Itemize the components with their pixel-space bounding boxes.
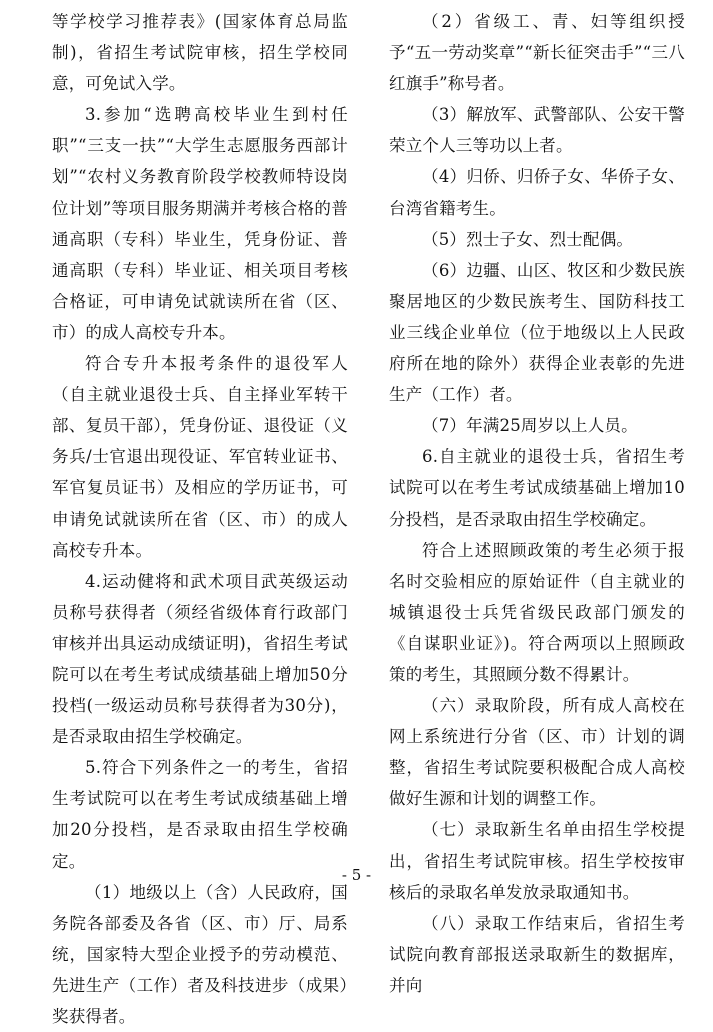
paragraph-policy-note: 符合上述照顾政策的考生必须于报名时交验相应的原始证件（自主就业的城镇退役士兵凭省级民政部门颁发的《自谋职业证》)。符合两项以上照顾政策的考生，其照顾分数不得累计。 [389, 540, 685, 684]
paragraph-sub-5: （5）烈士子女、烈士配偶。 [422, 229, 634, 249]
paragraph-item-6: 6.自主就业的退役士兵，省招生考试院可以在考生考试成绩基础上增加10分投档，是否录取由招生学校确定。 [389, 447, 685, 529]
paragraph-section-6: （六）录取阶段，所有成人高校在网上系统进行分省（区、市）计划的调整，省招生考试院要积极配合成人高校做好生源和计划的调整工作。 [389, 696, 685, 809]
paragraph-sub-4: （4）归侨、归侨子女、华侨子女、台湾省籍考生。 [389, 167, 685, 218]
paragraph-item-5: 5.符合下列条件之一的考生，省招生考试院可以在考生考试成绩基础上增加20分投档，是否录取由招生学校确定。 [52, 758, 348, 871]
paragraph-continued: 等学校学习推荐表》(国家体育总局监制)，省招生考试院审核，招生学校同意，可免试入学。 [52, 12, 348, 94]
page-number: - 5 - [341, 866, 372, 884]
paragraph-item-4: 4.运动健将和武术项目武英级运动员称号获得者（须经省级体育行政部门审核并出具运动成绩证明)，省招生考试院可以在考生考试成绩基础上增加50分投档(一级运动员称号获得者为30分)，是否录取由招生学校确定。 [52, 571, 348, 747]
paragraph-sub-7: （7）年满25周岁以上人员。 [422, 416, 638, 436]
paragraph-section-7: （七）录取新生名单由招生学校提出，省招生考试院审核。招生学校按审核后的录取名单发放录取通知书。 [389, 820, 685, 902]
right-column [389, 6, 685, 1001]
paragraph-sub-6: （6）边疆、山区、牧区和少数民族聚居地区的少数民族考生、国防科技工业三线企业单位（位于地级以上人民政府所在地的除外）获得企业表彰的先进生产（工作）者。 [389, 260, 685, 405]
paragraph-sub-2: （2）省级工、青、妇等组织授予“五一劳动奖章”“新长征突击手”“三八红旗手”称号者。 [389, 12, 685, 94]
paragraph-section-8: （八）录取工作结束后，省招生考试院向教育部报送录取新生的数据库，并向 [389, 913, 685, 995]
paragraph-sub-3: （3）解放军、武警部队、公安干警荣立个人三等功以上者。 [389, 105, 685, 156]
paragraph-item-3: 3.参加“选聘高校毕业生到村任职”“三支一扶”“大学生志愿服务西部计划”“农村义务教育阶段学校教师特设岗位计划”等项目服务期满并考核合格的普通高职（专科）毕业生，凭身份证、普通高职（专科）毕业证、相关项目考核合格证，可申请免试就读所在省（区、市）的成人高校专升本。 [52, 105, 348, 342]
paragraph-veterans: 符合专升本报考条件的退役军人（自主就业退役士兵、自主择业军转干部、复员干部），凭身份证、退役证（义务兵/士官退出现役证、军官转业证书、军官复员证书）及相应的学历证书，可申请免试就读所在省（区、市）的成人高校专升本。 [52, 354, 348, 560]
paragraph-sub-1: （1）地级以上（含）人民政府，国务院各部委及各省（区、市）厅、局系统，国家特大型企业授予的劳动模范、先进生产（工作）者及科技进步（成果）奖获得者。 [52, 882, 348, 1026]
